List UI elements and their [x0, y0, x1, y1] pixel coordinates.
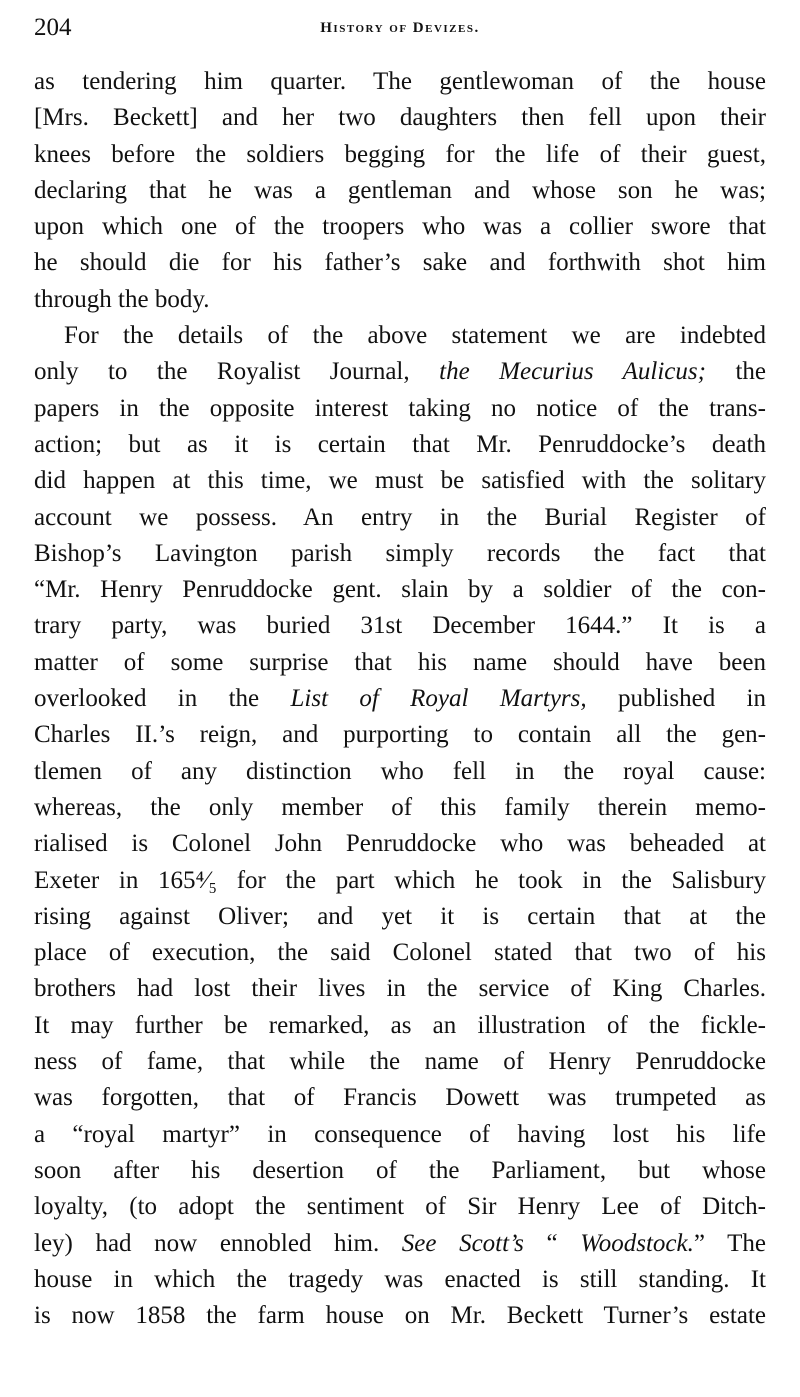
text-line: [34, 1298, 766, 1334]
text-segment: tlemen of any distinction who fell in the royal cause:: [34, 757, 766, 785]
text-line: [34, 790, 766, 826]
text-line: [34, 100, 766, 136]
text-segment: as tendering him quarter. The gentlewoman of the house: [34, 68, 766, 95]
text-line: [34, 681, 766, 717]
text-segment: loyalty, (to adopt the sentiment of Sir Henry Lee of Ditch-: [34, 1193, 766, 1221]
text-segment: [Mrs. Beckett] and her two daughters then fell upon their: [34, 104, 766, 132]
page-number: 204: [34, 14, 72, 41]
text-segment: rialised is Colonel John Penruddocke who was beheaded at: [34, 830, 766, 858]
text-line: [34, 754, 766, 790]
text-segment: a “royal martyr” in consequence of having lost his life: [34, 1120, 766, 1148]
text-segment: ” The: [693, 1229, 766, 1257]
text-segment: brothers had lost their lives in the service of King Charles.: [34, 975, 766, 1003]
text-segment: papers in the opposite interest taking no notice of the trans-: [34, 394, 766, 422]
page-header: [34, 14, 766, 44]
text-line: [34, 1080, 766, 1116]
text-segment: account we possess. An entry in the Burial Register of: [34, 503, 766, 531]
italic-text: See Scott’s: [401, 1229, 524, 1257]
text-segment: Exeter in 165⁴⁄₅ for the part which he took in the Salisbury: [34, 866, 766, 894]
italic-text: Woodstock.: [580, 1229, 694, 1257]
text-segment: trary party, was buried 31st December 1644.” It is a: [34, 612, 766, 640]
text-line: [34, 1189, 766, 1225]
italic-text: List of Royal Martyrs,: [290, 685, 587, 713]
text-line: [34, 173, 766, 209]
text-line: [34, 899, 766, 935]
text-line: [34, 209, 766, 245]
text-line: [34, 245, 766, 281]
text-line: [34, 826, 766, 862]
text-line: [34, 608, 766, 644]
text-segment: ness of fame, that while the name of Henry Penruddocke: [34, 1048, 766, 1076]
text-segment: knees before the soldiers begging for the life of their guest,: [34, 140, 766, 168]
text-line: [34, 463, 766, 499]
text-segment: published in: [586, 685, 766, 713]
text-segment: soon after his desertion of the Parliament, but whose: [34, 1156, 766, 1184]
text-line: [34, 64, 766, 100]
text-segment: declaring that he was a gentleman and whose son he was;: [34, 176, 766, 204]
text-segment: Charles II.’s reign, and purporting to contain all the gen-: [34, 721, 766, 749]
text-line: [34, 391, 766, 427]
text-segment: “: [523, 1229, 581, 1257]
text-segment: only to the Royalist Journal,: [34, 358, 440, 386]
text-segment: he should die for his father’s sake and forthwith shot him: [34, 249, 766, 277]
text-segment: overlooked in the: [34, 685, 291, 713]
text-segment: upon which one of the troopers who was a collier swore that: [34, 213, 766, 241]
text-segment: did happen at this time, we must be satisfied with the solitary: [34, 467, 766, 495]
text-line: [34, 1008, 766, 1044]
text-line: [34, 717, 766, 753]
text-segment: “Mr. Henry Penruddocke gent. slain by a soldier of the con-: [34, 576, 766, 604]
text-line: [34, 1153, 766, 1189]
text-segment: action; but as it is certain that Mr. Penruddocke’s death: [34, 430, 766, 458]
text-line: [34, 645, 766, 681]
text-segment: It may further be remarked, as an illustration of the fickle-: [34, 1011, 766, 1039]
text-segment: house in which the tragedy was enacted is still standing. It: [34, 1265, 766, 1293]
text-line: [34, 1044, 766, 1080]
text-line: [34, 1262, 766, 1298]
text-line: [34, 1226, 766, 1262]
text-segment: place of execution, the said Colonel stated that two of his: [34, 939, 766, 967]
text-line: [34, 863, 766, 899]
text-line: [34, 536, 766, 572]
text-segment: through the body.: [34, 285, 210, 313]
text-segment: ley) had now ennobled him.: [34, 1229, 402, 1257]
italic-text: the Mecurius Aulicus;: [439, 358, 706, 386]
text-line: [34, 1117, 766, 1153]
text-segment: is now 1858 the farm house on Mr. Beckett Turner’s estate: [34, 1302, 766, 1330]
running-title: History of Devizes.: [320, 20, 480, 36]
text-line: [34, 354, 766, 390]
text-line: [34, 427, 766, 463]
text-line: [34, 282, 766, 318]
page-body-text: [34, 64, 766, 1334]
text-segment: For the details of the above statement we are indebted: [64, 322, 766, 350]
text-segment: was forgotten, that of Francis Dowett was trumpeted as: [34, 1084, 766, 1112]
text-segment: Bishop’s Lavington parish simply records the fact that: [34, 539, 766, 567]
text-segment: the: [705, 358, 766, 386]
text-line: [34, 500, 766, 536]
text-segment: whereas, the only member of this family therein memo-: [34, 793, 766, 821]
text-segment: rising against Oliver; and yet it is certain that at the: [34, 902, 766, 930]
text-line: [34, 318, 766, 354]
text-line: [34, 137, 766, 173]
text-segment: matter of some surprise that his name should have been: [34, 648, 766, 676]
text-line: [34, 572, 766, 608]
text-line: [34, 935, 766, 971]
text-line: [34, 971, 766, 1007]
